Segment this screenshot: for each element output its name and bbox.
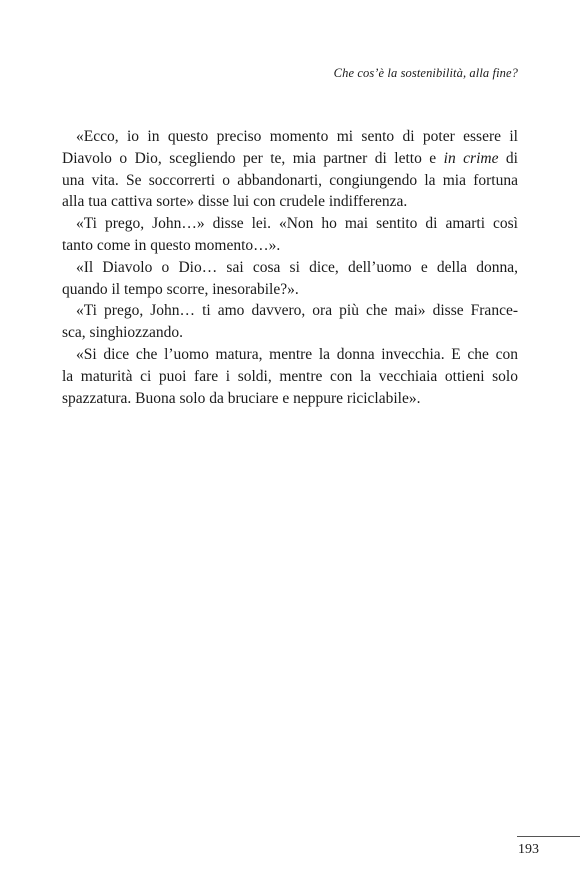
text-line: «Ti prego, John…» disse lei. «Non ho mai sentito di amarti così	[76, 215, 518, 233]
text-line: spazzatura. Buona solo da bruciare e neppure riciclabile».	[62, 389, 421, 407]
text-line: tanto come in questo momento…».	[62, 236, 281, 254]
text-line: alla tua cattiva sorte» disse lui con crudele indifferenza.	[62, 193, 408, 211]
text-line: sca, singhiozzando.	[62, 324, 183, 342]
text-line	[62, 148, 518, 170]
text-line: «Ti prego, John… ti amo davvero, ora più che mai» disse France-	[76, 302, 518, 320]
text-line: «Il Diavolo o Dio… sai cosa si dice, dell’uomo e della donna,	[76, 258, 518, 276]
running-header: Che cos’è la sostenibilità, alla fine?	[333, 66, 518, 80]
text-line: «Si dice che l’uomo matura, mentre la donna invecchia. E che con	[76, 345, 518, 363]
body-text	[62, 126, 518, 409]
text-segment: Diavolo o Dio, scegliendo per te, mia partner di letto e	[62, 149, 444, 167]
footer-rule	[517, 836, 580, 837]
page-number: 193	[518, 842, 539, 857]
text-line: la maturità ci puoi fare i soldi, mentre con la vecchiaia ottieni solo	[62, 367, 518, 385]
text-line: una vita. Se soccorrerti o abbandonarti, congiungendo la mia fortuna	[62, 171, 518, 189]
italic-phrase: in crime	[443, 149, 499, 167]
text-segment: di	[498, 149, 518, 167]
text-line: quando il tempo scorre, inesorabile?».	[62, 280, 299, 298]
text-line: «Ecco, io in questo preciso momento mi sento di poter essere il	[76, 128, 518, 145]
